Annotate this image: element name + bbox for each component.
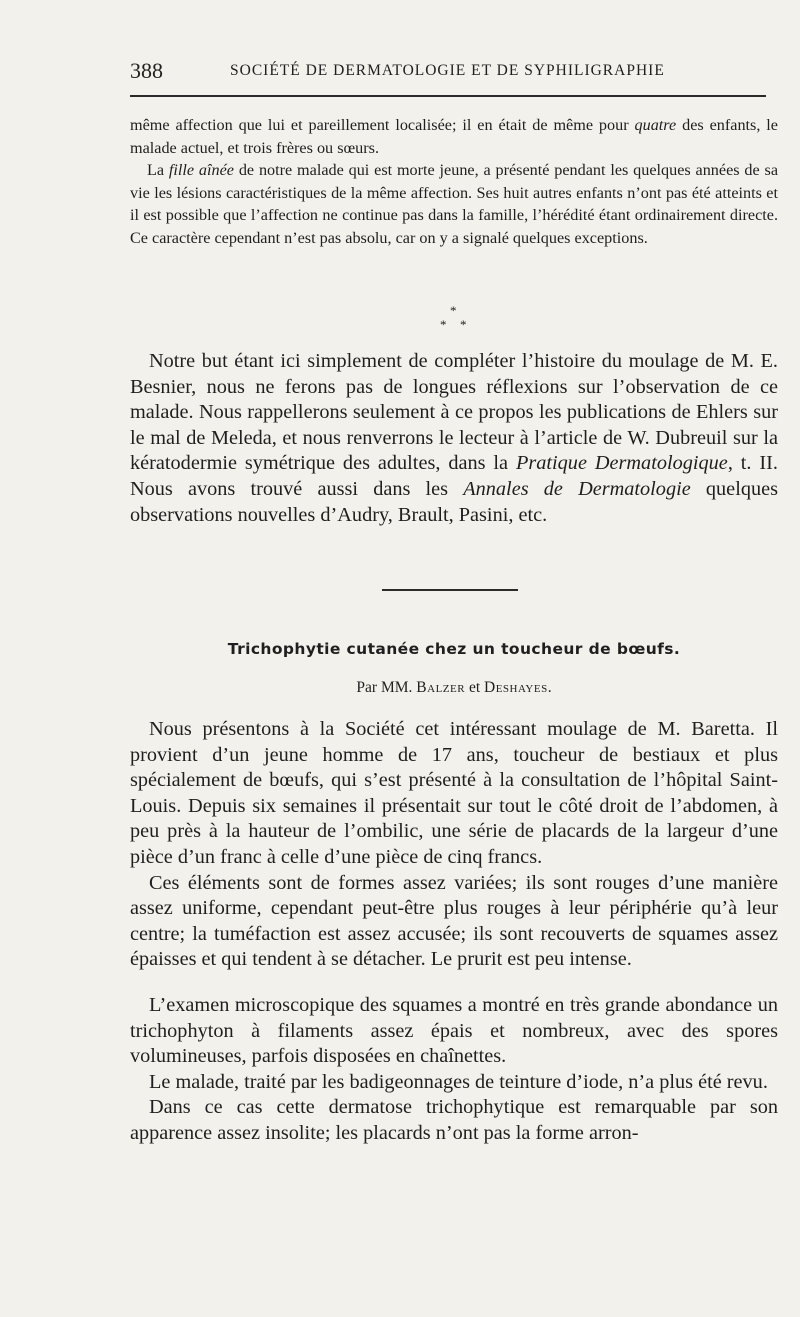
asterism-star: * (450, 303, 457, 318)
intro-section (130, 114, 778, 250)
author-name: Balzer (416, 679, 466, 696)
article-authors: Par MM. Balzer et Deshayes. (356, 679, 552, 696)
paragraph-gap (130, 973, 778, 993)
article-paragraph: Ces éléments sont de formes assez variées; ils sont rouges d’une manière assez uniforme, cependant peut-être plus rouges à leur périphérie qu’à leur centre; la tuméfaction est assez accusée; ils sont recouverts de squames assez épaisses et qui tendent à se détacher. Le prurit est peu intense. (130, 871, 778, 971)
article-paragraph: Nous présentons à la Société cet intéressant moulage de M. Baretta. Il provient d’un jeune homme de 17 ans, toucheur de bestiaux et plus spécialement de bœufs, qui s’est présenté à la consultation de l’hôpital Saint-Louis. Depuis six semaines il présentait sur tout le côté droit de l’abdomen, à peu près à la hauteur de l’ombilic, une série de placards de la largeur d’une pièce d’un franc à celle d’une pièce de cinq francs. (130, 718, 778, 868)
running-title: SOCIÉTÉ DE DERMATOLOGIE ET DE SYPHILIGRAPHIE (230, 62, 665, 79)
article-title: Trichophytie cutanée chez un toucheur de bœufs. (227, 640, 681, 658)
closing-paragraph: Notre but étant ici simplement de compléter l’histoire du moulage de M. E. Besnier, nous ne ferons pas de longues réflexions sur l’observation de ce malade. Nous rappellerons seulement à ce propos les publications de Ehlers sur le mal de Meleda, et nous renverrons le lecteur à l’article de W. Dubreuil sur la kératodermie symétrique des adultes, dans la Pratique Dermatologique, t. II. Nous avons trouvé aussi dans les Annales de Dermatologie quelques observations nouvelles d’Audry, Brault, Pasini, etc. (130, 350, 779, 526)
intro-paragraph-1: même affection que lui et pareillement localisée; il en était de même pour quatre des enfants, le malade actuel, et trois frères ou sœurs. (130, 116, 778, 157)
author-name: Deshayes (484, 679, 548, 696)
article-paragraph: Le malade, traité par les badigeonnages de teinture d’iode, n’a plus été revu. (149, 1070, 768, 1093)
section-divider (382, 589, 518, 591)
intro-paragraph-2: La fille aînée de notre malade qui est morte jeune, a présenté pendant les quelques années de sa vie les lésions caractéristiques de la même affection. Ses huit autres enfants n’ont pas été atteints et il est possible que l’affection ne continue pas dans la famille, l’hérédité étant ordinairement directe. Ce caractère cependant n’est pas absolu, car on y a signalé quelques exceptions. (130, 161, 779, 247)
page-header (130, 58, 780, 84)
asterism (438, 303, 470, 339)
asterism-star: * (440, 317, 447, 332)
closing-section (130, 349, 778, 528)
article-paragraph: L’examen microscopique des squames a montré en très grande abondance un trichophyton à filaments assez épais et nombreux, avec des spores volumineuses, parfois disposées en chaînettes. (130, 993, 778, 1068)
article-body (130, 717, 778, 1147)
asterism-star: * (460, 317, 467, 332)
page-number: 388 (130, 58, 163, 83)
article-paragraph: Dans ce cas cette dermatose trichophytique est remarquable par son apparence assez insolite; les placards n’ont pas la forme arron- (130, 1096, 778, 1144)
header-rule (130, 95, 766, 97)
